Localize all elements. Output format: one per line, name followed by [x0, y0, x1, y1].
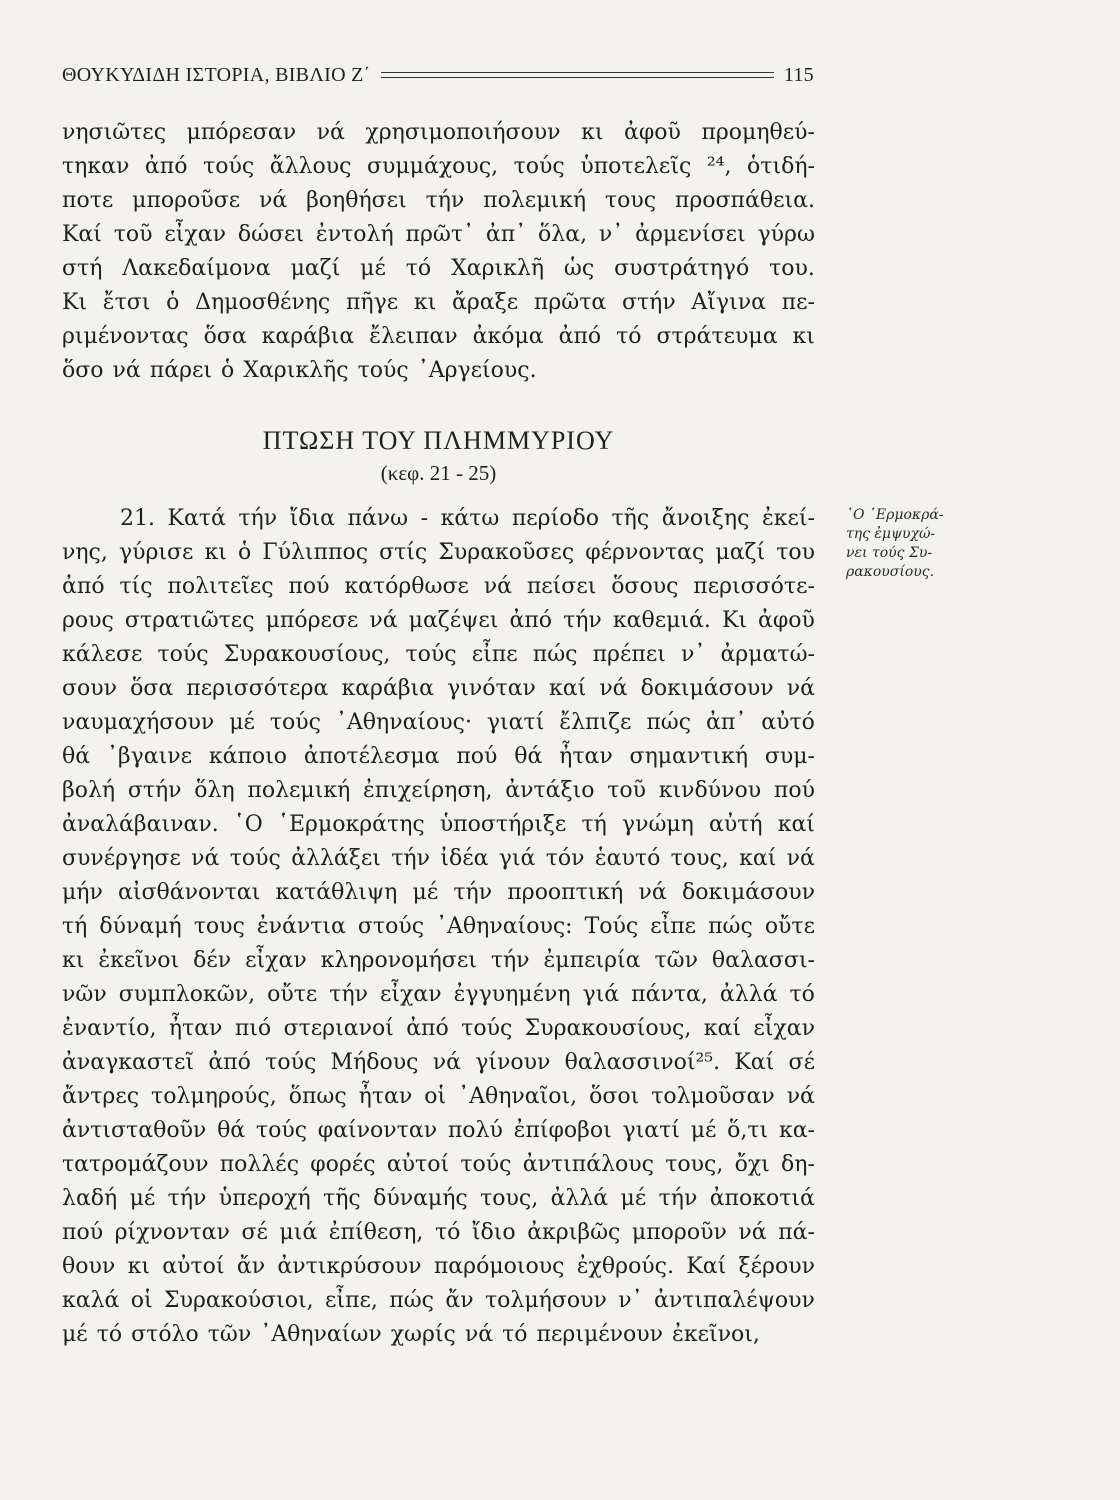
text-line: θουν κι αὐτοί ἄν ἀντικρύσουν παρόμοιους ἐχθρούς. Καί ξέρουν [62, 1254, 815, 1279]
section-title: ΠΤΩΣΗ ΤΟΥ ΠΛΗΜΜΥΡΙΟΥ [262, 426, 615, 455]
text-line: μέ τό στόλο τῶν ᾿Αθηναίων χωρίς νά τό περιμένουν ἐκεῖνοι, [62, 1322, 760, 1347]
text-line: Κι ἔτσι ὁ Δημοσθένης πῆγε κι ἄραξε πρῶτα στήν Αἴγινα πε- [62, 290, 815, 315]
running-header [62, 60, 814, 90]
text-line: σουν ὅσα περισσότερα καράβια γινόταν καί νά δοκιμάσουν νά [62, 676, 815, 701]
running-title: ΘΟΥΚΥΔΙΔΗ ΙΣΤΟΡΙΑ, ΒΙΒΛΙΟ Ζ΄ [62, 63, 371, 86]
text-line: 21. Κατά τήν ἴδια πάνω - κάτω περίοδο τῆς ἄνοιξης ἐκεί- [120, 506, 815, 531]
text-line: κάλεσε τούς Συρακουσίους, τούς εἶπε πώς πρέπει ν᾿ ἀρματώ- [62, 642, 815, 667]
margin-note-line: νει τούς Συ- [846, 545, 933, 561]
text-line: συνέργησε νά τούς ἀλλάξει τήν ἰδέα γιά τόν ἑαυτό τους, καί νά [62, 846, 815, 871]
text-line: πού ρίχνονταν σέ μιά ἐπίθεση, τό ἴδιο ἀκριβῶς μποροῦν νά πά- [62, 1220, 815, 1245]
text-line: λαδή μέ τήν ὑπεροχή τῆς δύναμής τους, ἀλλά μέ τήν ἀποκοτιά [62, 1186, 815, 1211]
text-line: θά ᾿βγαινε κάποιο ἀποτέλεσμα πού θά ἦταν σημαντική συμ- [62, 744, 815, 769]
text-line: τατρομάζουν πολλές φορές αὐτοί τούς ἀντιπάλους τους, ὄχι δη- [62, 1152, 815, 1177]
text-line: νησιῶτες μπόρεσαν νά χρησιμοποιήσουν κι ἀφοῦ προμηθεύ- [62, 120, 815, 145]
text-line: Καί τοῦ εἶχαν δώσει ἐντολή πρῶτ᾿ ἀπ᾿ ὅλα, ν᾿ ἀρμενίσει γύρω [62, 222, 815, 247]
text-line: μήν αἰσθάνονται κατάθλιψη μέ τήν προοπτική νά δοκιμάσουν [62, 880, 815, 905]
text-line: τή δύναμή τους ἐνάντια στούς ᾿Αθηναίους: Τούς εἶπε πώς οὔτε [62, 914, 815, 939]
page-number: 115 [783, 63, 814, 86]
margin-note [846, 506, 966, 582]
text-line: ἀναγκαστεῖ ἀπό τούς Μήδους νά γίνουν θαλασσινοί²⁵. Καί σέ [62, 1050, 815, 1075]
text-line: καλά οἱ Συρακούσιοι, εἶπε, πώς ἄν τολμήσουν ν᾿ ἀντιπαλέψουν [62, 1288, 815, 1313]
header-rule [381, 72, 774, 78]
text-line: ἀναλάβαιναν. ῾Ο ῾Ερμοκράτης ὑποστήριξε τή γνώμη αὐτή καί [62, 812, 815, 837]
text-line: στή Λακεδαίμονα μαζί μέ τό Χαρικλῆ ὡς συστράτηγό του. [62, 256, 815, 281]
text-line: ἀντισταθοῦν θά τούς φαίνονταν πολύ ἐπίφοβοι γιατί μέ ὅ,τι κα- [62, 1118, 815, 1143]
margin-note-line: της ἐμψυχώ- [846, 526, 936, 542]
text-line: βολή στήν ὅλη πολεμική ἐπιχείρηση, ἀντάξιο τοῦ κινδύνου πού [62, 778, 815, 803]
text-line: ριμένοντας ὅσα καράβια ἔλειπαν ἀκόμα ἀπό τό στράτευμα κι [62, 324, 815, 349]
text-line: κι ἐκεῖνοι δέν εἶχαν κληρονομήσει τήν ἐμπειρία τῶν θαλασσι- [62, 948, 815, 973]
text-line: ἄντρες τολμηρούς, ὅπως ἦταν οἱ ᾿Αθηναῖοι, ὅσοι τολμοῦσαν νά [62, 1084, 815, 1109]
text-line: ἀπό τίς πολιτεῖες πού κατόρθωσε νά πείσει ὅσους περισσότε- [62, 574, 815, 599]
margin-note-line: ρακουσίους. [846, 564, 935, 580]
text-line: τηκαν ἀπό τούς ἄλλους συμμάχους, τούς ὑποτελεῖς ²⁴, ὁτιδή- [62, 154, 815, 179]
paragraph-chapter-21 [62, 502, 815, 1352]
text-line: ποτε μποροῦσε νά βοηθήσει τήν πολεμική τους προσπάθεια. [62, 188, 815, 213]
text-line: ρους στρατιῶτες μπόρεσε νά μαζέψει ἀπό τήν καθεμιά. Κι ἀφοῦ [62, 608, 815, 633]
paragraph-continuation [62, 116, 815, 388]
text-line: ὅσο νά πάρει ὁ Χαρικλῆς τούς ᾿Αργείους. [62, 358, 537, 383]
text-line: νης, γύρισε κι ὁ Γύλιππος στίς Συρακοῦσες φέρνοντας μαζί του [62, 540, 815, 565]
text-line: νῶν συμπλοκῶν, οὔτε τήν εἶχαν ἐγγυημένη γιά πάντα, ἀλλά τό [62, 982, 815, 1007]
text-line: ναυμαχήσουν μέ τούς ᾿Αθηναίους· γιατί ἔλπιζε πώς ἀπ᾿ αὐτό [62, 710, 815, 735]
section-chapters: (κεφ. 21 - 25) [380, 461, 497, 485]
text-line: ἐναντίο, ἦταν πιό στεριανοί ἀπό τούς Συρακουσίους, καί εἶχαν [62, 1016, 815, 1041]
margin-note-line: ῾Ο ῾Ερμοκρά- [846, 507, 944, 523]
